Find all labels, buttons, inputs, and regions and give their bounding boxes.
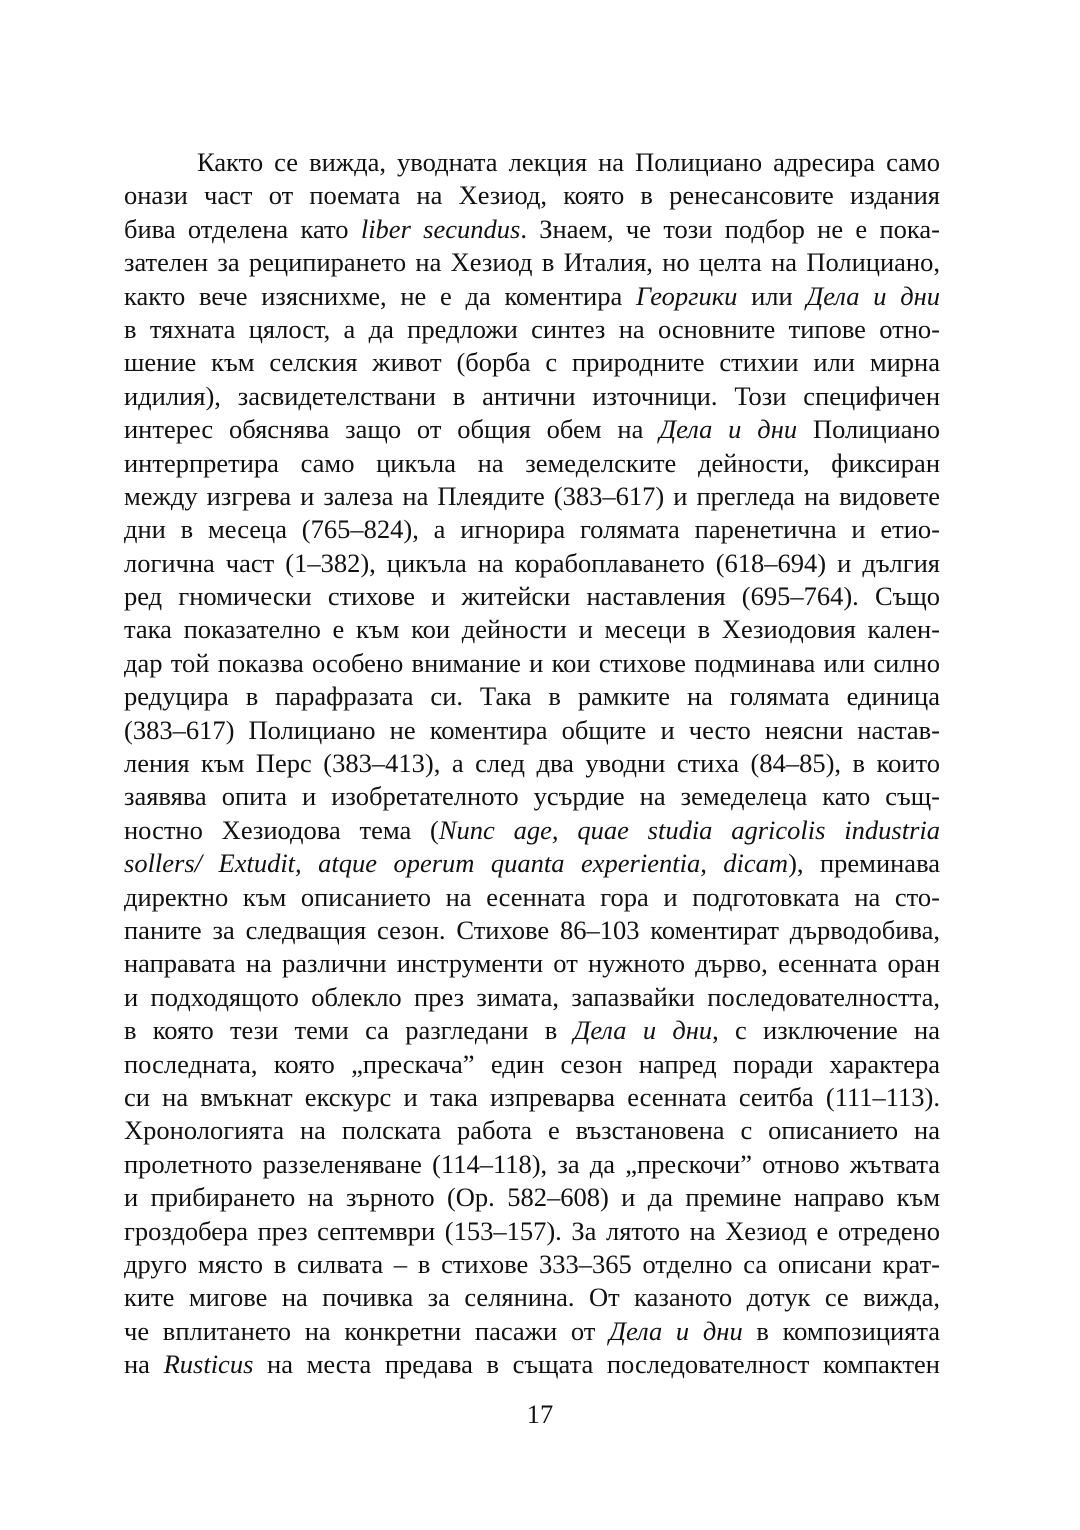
text-segment: дни в месеца (765–824), а игнорира голямата паренетична и етио-	[124, 514, 940, 545]
text-line	[124, 213, 940, 246]
text-line	[124, 413, 940, 446]
text-line	[124, 981, 940, 1014]
text-line	[124, 346, 940, 379]
text-segment: ките мигове на почивка за селянина. От казаното дотук се вижда,	[124, 1282, 940, 1313]
text-segment: си на вмъкнат екскурс и така изпреварва есенната сеитба (111–113).	[124, 1081, 940, 1112]
text-line	[124, 513, 940, 546]
text-segment: . Знаем, че този подбор не е пока-	[520, 213, 940, 244]
text-line	[124, 1114, 940, 1147]
italic-text: Дела и дни	[659, 414, 798, 445]
text-line	[124, 547, 940, 580]
text-line	[124, 280, 940, 313]
text-segment: бива отделена като	[124, 213, 361, 244]
text-segment: , с изключение на	[712, 1015, 940, 1046]
text-segment: така показателно е към кои дейности и месеци в Хезиодовия кален-	[124, 614, 940, 645]
text-segment: както вече изяснихме, не е да коментира	[124, 280, 636, 311]
text-segment: дар той показва особено внимание и кои стихове подминава или силно	[124, 647, 940, 678]
text-line	[124, 1215, 940, 1248]
text-segment: в която тези теми са разгледани в	[124, 1015, 574, 1046]
text-line	[124, 580, 940, 613]
text-line	[124, 914, 940, 947]
text-segment: Както се вижда, уводната лекция на Полициано адресира само	[197, 147, 940, 177]
text-segment: (383–617) Полициано не коментира общите и често неясни настав-	[124, 714, 940, 745]
italic-text: Георгики	[635, 280, 738, 311]
text-line	[124, 780, 940, 813]
italic-text: Rusticus	[163, 1349, 254, 1380]
text-line	[124, 179, 940, 212]
text-line	[124, 947, 940, 980]
text-line	[124, 1248, 940, 1281]
text-segment: заявява опита и изобретателното усърдие на земеделеца като същ-	[124, 781, 940, 812]
text-segment: в композицията	[742, 1315, 940, 1346]
text-line	[124, 1281, 940, 1314]
page-number: 17	[526, 1399, 554, 1429]
text-segment: и подходящото облекло през зимата, запазвайки последователността,	[124, 981, 940, 1012]
body-paragraph	[124, 146, 940, 1381]
text-segment: интерпретира само цикъла на земеделските дейности, фиксиран	[124, 447, 940, 478]
text-line	[124, 1014, 940, 1047]
text-segment: между изгрева и залеза на Плеядите (383–617) и прегледа на видовете	[124, 480, 940, 511]
text-line	[124, 613, 940, 646]
text-segment: и прибирането на зърното (Op. 582–608) и да премине направо към	[124, 1182, 940, 1213]
text-line	[124, 1048, 940, 1081]
text-line	[124, 814, 940, 847]
text-segment: ред гномически стихове и житейски наставления (695–764). Също	[124, 581, 940, 612]
text-line	[124, 1315, 940, 1348]
italic-text: Дела и дни	[806, 280, 940, 311]
text-segment: шение към селския живот (борба с природните стихии или мирна	[124, 347, 940, 378]
text-line	[124, 1181, 940, 1214]
text-segment: друго място в силвата – в стихове 333–365 отделно са описани крат-	[124, 1248, 940, 1279]
text-segment: направата на различни инструменти от нужното дърво, есенната оран	[124, 948, 940, 979]
text-segment: Хронологията на полската работа е възстановена с описанието на	[124, 1115, 940, 1146]
text-line	[124, 647, 940, 680]
text-segment: гроздобера през септември (153–157). За лятото на Хезиод е отредено	[124, 1215, 940, 1246]
italic-text: Nunc age, quae studia agricolis industria	[438, 814, 941, 845]
text-line	[124, 1081, 940, 1114]
text-segment: ), преминава	[788, 848, 940, 879]
text-segment: редуцира в парафразата си. Така в рамките на голямата единица	[124, 681, 940, 712]
text-segment: или	[737, 280, 807, 311]
italic-text: sollers/ Extudit, atque operum quanta experientia, dicam	[124, 848, 789, 879]
text-segment: в тяхната цялост, а да предложи синтез на основните типове отно-	[124, 313, 940, 344]
text-line	[124, 480, 940, 513]
text-segment: паните за следващия сезон. Стихове 86–103 коментират дърводобива,	[124, 914, 940, 945]
text-segment: Полициано	[797, 414, 940, 445]
text-segment: идилия), засвидетелствани в антични източници. Този специфичен	[124, 380, 940, 411]
text-line	[124, 680, 940, 713]
text-segment: ления към Перс (383–413), а след два уводни стиха (84–85), в които	[124, 748, 940, 779]
text-line	[124, 1148, 940, 1181]
text-segment: онази част от поемата на Хезиод, която в ренесансовите издания	[124, 180, 940, 211]
text-line	[124, 714, 940, 747]
text-line	[124, 146, 940, 179]
text-line	[124, 847, 940, 880]
text-line	[124, 881, 940, 914]
text-segment: ностно Хезиодова тема (	[124, 814, 439, 845]
text-line	[124, 747, 940, 780]
text-segment: директно към описанието на есенната гора и подготовката на сто-	[124, 881, 940, 912]
text-segment: на места предава в същата последователност компактен	[253, 1349, 940, 1380]
text-line	[124, 313, 940, 346]
text-line	[124, 447, 940, 480]
italic-text: Дела и дни	[573, 1015, 713, 1046]
text-segment: логична част (1–382), цикъла на корабоплаването (618–694) и дългия	[124, 547, 940, 578]
text-segment: интерес обяснява защо от общия обем на	[124, 414, 660, 445]
italic-text: liber secundus	[360, 213, 521, 244]
text-segment: последната, която „прескача” един сезон напред поради характера	[124, 1048, 940, 1079]
italic-text: Дела и дни	[609, 1315, 743, 1346]
text-segment: на	[124, 1349, 164, 1380]
text-line	[124, 380, 940, 413]
text-line	[124, 246, 940, 279]
text-line	[124, 1348, 940, 1381]
text-segment: пролетното раззеленяване (114–118), за да „прескочи” отново жътвата	[124, 1148, 940, 1179]
text-segment: зателен за реципирането на Хезиод в Италия, но целта на Полициано,	[124, 247, 940, 278]
text-segment: че вплитането на конкретни пасажи от	[124, 1315, 610, 1346]
